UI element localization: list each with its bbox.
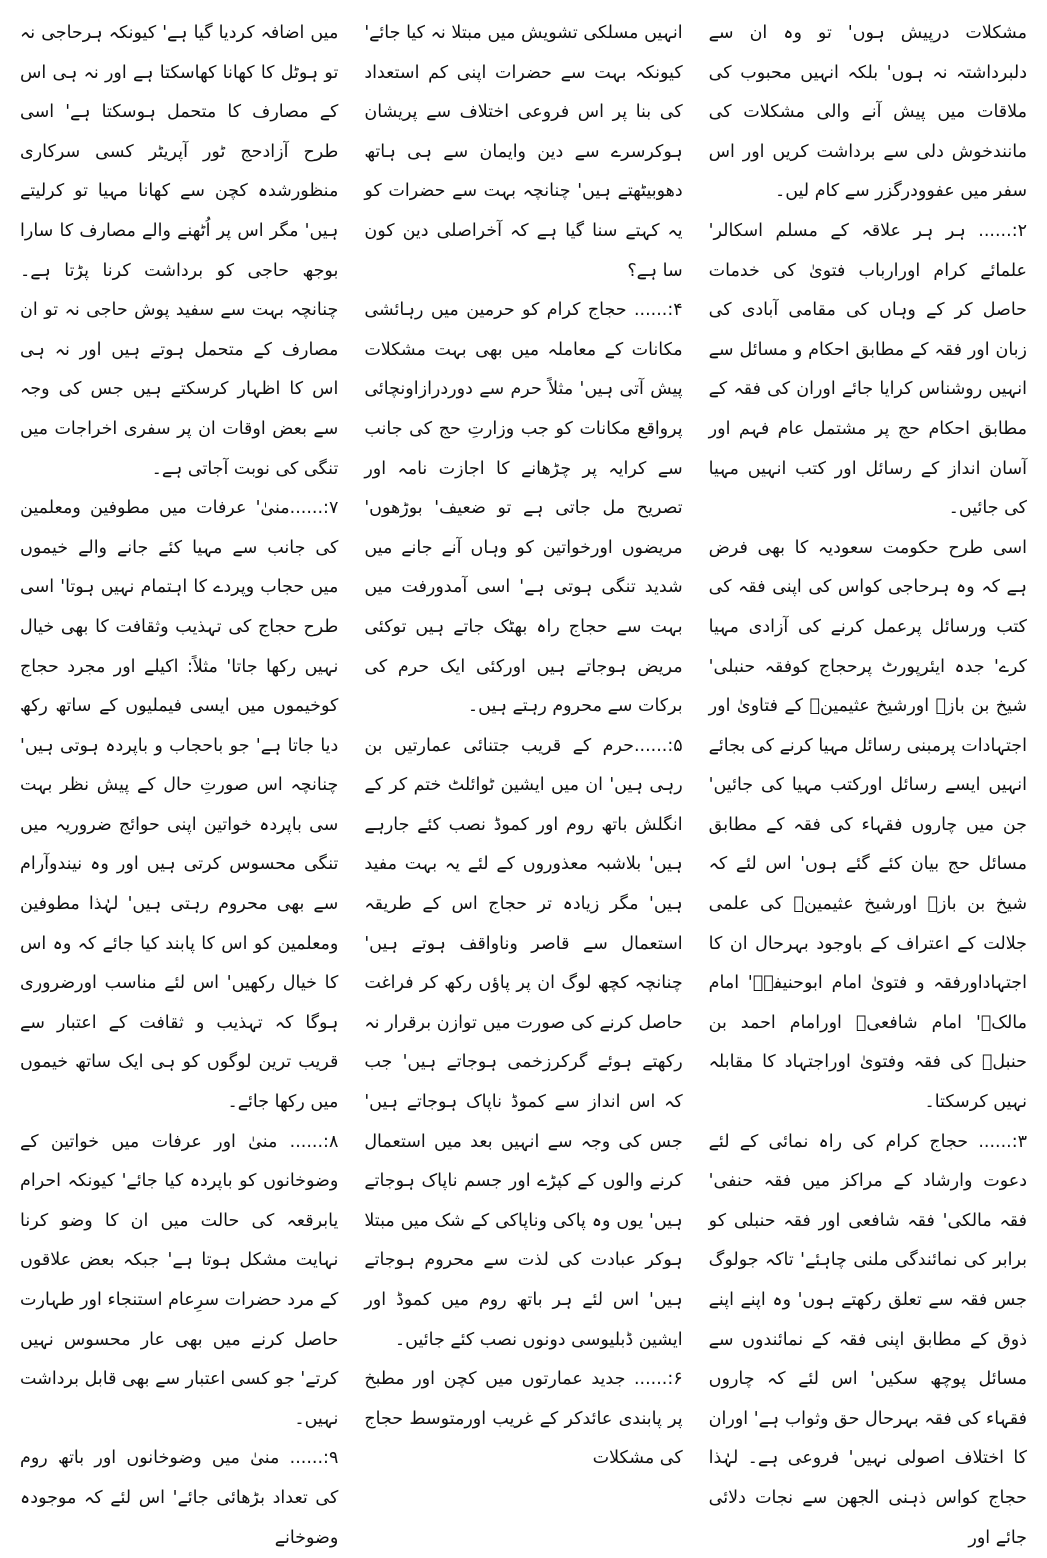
paragraph: انہیں مسلکی تشویش میں مبتلا نہ کیا جائے' کیونکہ بہت سے حضرات اپنی کم استعداد کی بنا پر اس فروعی اختلاف سے پریشان ہوکرسرے سے دین وایمان سے ہی ہاتھ دھوبیٹھتے ہیں' چنانچہ بہت سے حضرات کو یہ کہتے سنا گیا ہے کہ آخراصلی دین کون سا ہے؟ [364,23,683,281]
paragraph: ۴:...... حجاج کرام کو حرمین میں رہائشی مکانات کے معاملہ میں بھی بہت مشکلات پیش آتی ہیں' مثلاً حرم سے دوردرازاونچائی پرواقع مکانات کو جب وزارتِ حج کی جانب سے کرایہ پر چڑھانے کا اجازت نامہ اور تصریح مل جاتی ہے تو ضعیف' بوڑھوں' مریضوں اورخواتین کو وہاں آنے جانے میں شدید تنگی ہوتی ہے' اسی آمدورفت میں بہت سے حجاج راہ بھٹک جاتے ہیں توکئی مریض ہوجاتے ہیں اورکئی ایک حرم کی برکات سے محروم رہتے ہیں۔ [364,300,683,717]
paragraph: ۹:...... منیٰ میں وضوخانوں اور باتھ روم کی تعداد بڑھائی جائے' اس لئے کہ موجودہ وضوخانے [20,1448,339,1548]
column-right [708,14,1027,1548]
paragraph: ۶:...... جدید عمارتوں میں کچن اور مطبخ پر پابندی عائدکر کے غریب اورمتوسط حجاج کی مشکلات [364,1369,683,1469]
paragraph: میں اضافہ کردیا گیا ہے' کیونکہ ہرحاجی نہ تو ہوٹل کا کھانا کھاسکتا ہے اور نہ ہی اس کے مصارف کا متحمل ہوسکتا ہے' اسی طرح آزادحج ٹور آپریٹر کسی سرکاری منظورشدہ کچن سے کھانا مہیا تو کرلیتے ہیں' مگر اس پر اُٹھنے والے مصارف کا سارا بوجھ حاجی کو برداشت کرنا پڑتا ہے۔ چنانچہ بہت سے سفید پوش حاجی نہ تو ان مصارف کے متحمل ہوتے ہیں اور نہ ہی اس کا اظہار کرسکتے ہیں جس کی وجہ سے بعض اوقات ان پر سفری اخراجات میں تنگی کی نوبت آجاتی ہے۔ [20,23,339,479]
paragraph: ۸:...... منیٰ اور عرفات میں خواتین کے وضوخانوں کو باپردہ کیا جائے' کیونکہ احرام یابرقعہ کی حالت میں ان کا وضو کرنا نہایت مشکل ہوتا ہے' جبکہ بعض علاقوں کے مرد حضرات سرِعام استنجاء اور طہارت حاصل کرنے میں بھی عار محسوس نہیں کرتے' جو کسی اعتبار سے بھی قابل برداشت نہیں۔ [20,1131,339,1429]
column-left [20,14,339,1548]
paragraph: اسی طرح حکومت سعودیہ کا بھی فرض ہے کہ وہ ہرحاجی کواس کی اپنی فقہ کی کتب ورسائل پرعمل کرنے کی آزادی مہیا کرے' جدہ ایئرپورٹ پرحجاج کوفقہ حنبلی' شیخ بن بازؒ اورشیخ عثیمینؒ کے فتاویٰ اور اجتہادات پرمبنی رسائل مہیا کرنے کی بجائے انہیں ایسے رسائل اورکتب مہیا کی جائیں' جن میں چاروں فقہاء کی فقہ کے مطابق مسائل حج بیان کئے گئے ہوں' اس لئے کہ شیخ بن بازؒ اورشیخ عثیمینؒ کی علمی جلالت کے اعتراف کے باوجود بہرحال ان کا اجتہاداورفقہ و فتویٰ امام ابوحنیفہؒ' امام مالکؒ' امام شافعیؒ اورامام احمد بن حنبلؒ کی فقہ وفتویٰ اوراجتہاد کا مقابلہ نہیں کرسکتا۔ [708,537,1027,1113]
paragraph: ۳:...... حجاج کرام کی راہ نمائی کے لئے دعوت وارشاد کے مراکز میں فقہ حنفی' فقہ مالکی' فقہ شافعی اور فقہ حنبلی کو برابر کی نمائندگی ملنی چاہئے' تاکہ جولوگ جس فقہ سے تعلق رکھتے ہوں' وہ اپنے اپنے ذوق کے مطابق اپنی فقہ کے نمائندوں سے مسائل پوچھ سکیں' اس لئے کہ چاروں فقہاء کی فقہ بہرحال حق وثواب ہے' اوران کا اختلاف اصولی نہیں' فروعی ہے۔ لہٰذا حجاج کواس ذہنی الجھن سے نجات دلائی جائے اور [708,1131,1027,1548]
paragraph: ۲:...... ہر ہر علاقہ کے مسلم اسکالر' علمائے کرام اورارباب فتویٰ کی خدمات حاصل کر کے وہاں کی مقامی آبادی کی زبان اور فقہ کے مطابق احکام و مسائل سے انہیں روشناس کرایا جائے اوران کی فقہ کے مطابق احکام حج پر مشتمل عام فہم اور آسان انداز کے رسائل اور کتب انہیں مہیا کی جائیں۔ [708,220,1027,519]
paragraph: ۵:......حرم کے قریب جتنائی عمارتیں بن رہی ہیں' ان میں ایشین ٹوائلٹ ختم کر کے انگلش باتھ روم اور کموڈ نصب کئے جارہے ہیں' بلاشبہ معذوروں کے لئے یہ بہت مفید ہیں' مگر زیادہ تر حجاج اس کے طریقہ استعمال سے قاصر وناواقف ہوتے ہیں' چنانچہ کچھ لوگ ان پر پاؤں رکھ کر فراغت حاصل کرنے کی صورت میں توازن برقرار نہ رکھتے ہوئے گرکرزخمی ہوجاتے ہیں' جب کہ اس انداز سے کموڈ ناپاک ہوجاتے ہیں' جس کی وجہ سے انہیں بعد میں استعمال کرنے والوں کے کپڑے اور جسم ناپاک ہوجاتے ہیں' یوں وہ پاکی وناپاکی کے شک میں مبتلا ہوکر عبادت کی لذت سے محروم ہوجاتے ہیں' اس لئے ہر باتھ روم میں کموڈ اور ایشین ڈبلیوسی دونوں نصب کئے جائیں۔ [364,735,683,1350]
paragraph: ۷:......منیٰ' عرفات میں مطوفین ومعلمین کی جانب سے مہیا کئے جانے والے خیموں میں حجاب وپردے کا اہتمام نہیں ہوتا' اسی طرح حجاج کی تہذیب وثقافت کا بھی خیال نہیں رکھا جاتا' مثلاً: اکیلے اور مجرد حجاج کوخیموں میں ایسی فیملیوں کے ساتھ رکھ دیا جاتا ہے' جو باحجاب و باپردہ ہوتی ہیں' چنانچہ اس صورتِ حال کے پیش نظر بہت سی باپردہ خواتین اپنی حوائج ضروریہ میں تنگی محسوس کرتی ہیں اور وہ نیندوآرام سے بھی محروم رہتی ہیں' لہٰذا مطوفین ومعلمین کو اس کا پابند کیا جائے کہ وہ اس کا خیال رکھیں' اس لئے مناسب اورضروری ہوگا کہ تہذیب و ثقافت کے اعتبار سے قریب ترین لوگوں کو ہی ایک ساتھ خیموں میں رکھا جائے۔ [20,498,339,1113]
paragraph: مشکلات درپیش ہوں' تو وہ ان سے دلبرداشتہ نہ ہوں' بلکہ انہیں محبوب کی ملاقات میں پیش آنے والی مشکلات کی مانندخوش دلی سے برداشت کریں اور اس سفر میں عفوودرگزر سے کام لیں۔ [708,23,1027,202]
column-middle [364,14,683,1469]
